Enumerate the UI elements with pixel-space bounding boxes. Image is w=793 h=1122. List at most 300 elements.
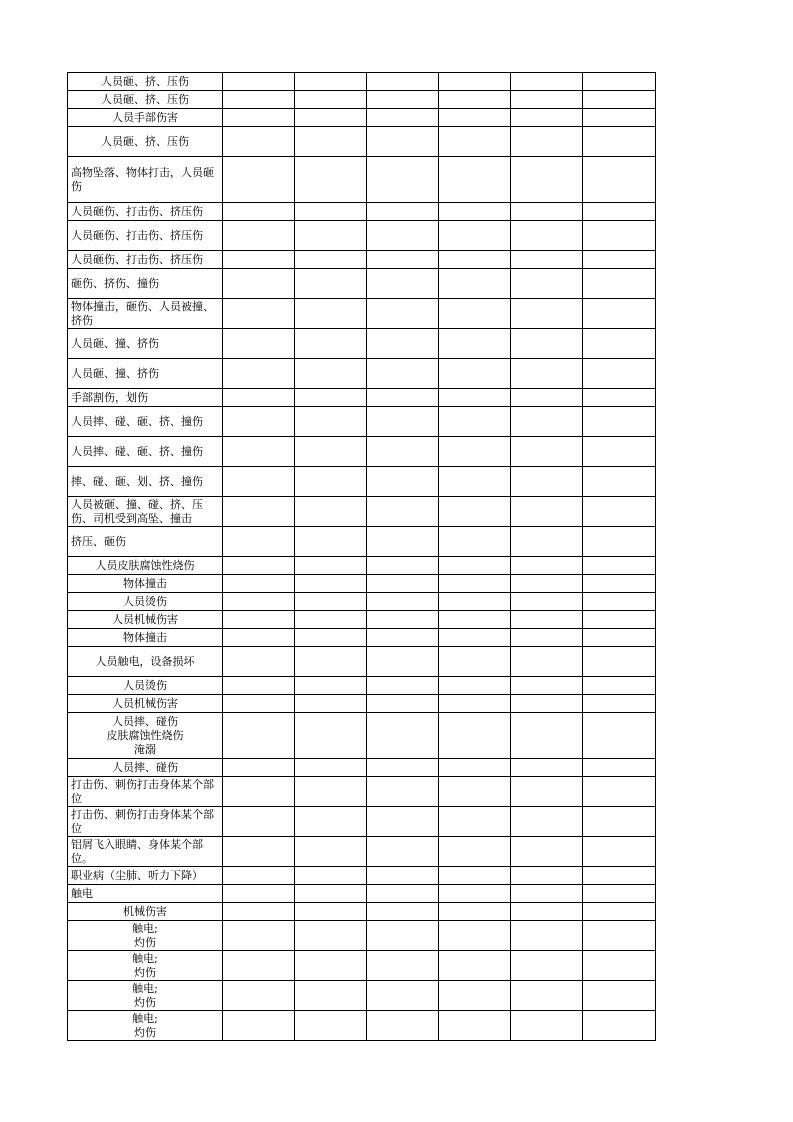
hazard-cell[interactable]: 手部割伤，划伤 [68,389,223,407]
table-row [68,1011,656,1041]
empty-cell[interactable] [367,389,439,407]
empty-cell[interactable] [511,73,583,91]
empty-cell[interactable] [583,593,656,611]
empty-cell[interactable] [367,251,439,269]
hazard-cell[interactable]: 人员砸、挤、压伤 [68,73,223,91]
empty-cell[interactable] [223,867,295,885]
empty-cell[interactable] [439,221,511,251]
hazard-cell[interactable]: 物体撞击，砸伤、人员被撞、挤伤 [68,299,223,329]
hazard-cell[interactable] [68,1011,223,1041]
empty-cell[interactable] [223,647,295,677]
empty-cell[interactable] [367,221,439,251]
empty-cell[interactable] [367,157,439,203]
empty-cell[interactable] [583,91,656,109]
empty-cell[interactable] [439,647,511,677]
empty-cell[interactable] [223,157,295,203]
empty-cell[interactable] [511,695,583,713]
empty-cell[interactable] [295,713,367,759]
empty-cell[interactable] [223,759,295,777]
empty-cell[interactable] [583,527,656,557]
empty-cell[interactable] [223,837,295,867]
empty-cell[interactable] [583,329,656,359]
empty-cell[interactable] [583,951,656,981]
empty-cell[interactable] [295,157,367,203]
hazard-cell[interactable]: 人员砸伤、打击伤、挤压伤 [68,203,223,221]
hazard-cell[interactable] [68,921,223,951]
empty-cell[interactable] [439,329,511,359]
empty-cell[interactable] [223,203,295,221]
empty-cell[interactable] [511,1011,583,1041]
empty-cell[interactable] [295,109,367,127]
empty-cell[interactable] [295,593,367,611]
empty-cell[interactable] [223,91,295,109]
empty-cell[interactable] [511,951,583,981]
hazard-line: 触电; [132,921,158,935]
empty-cell[interactable] [511,647,583,677]
empty-cell[interactable] [295,557,367,575]
table-row [68,867,656,885]
empty-cell[interactable] [223,593,295,611]
empty-cell[interactable] [511,91,583,109]
empty-cell[interactable] [367,1011,439,1041]
table-row [68,921,656,951]
empty-cell[interactable] [367,91,439,109]
empty-cell[interactable] [583,837,656,867]
hazard-cell[interactable]: 物体撞击 [68,629,223,647]
empty-cell[interactable] [583,359,656,389]
hazard-cell[interactable]: 人员手部伤害 [68,109,223,127]
empty-cell[interactable] [295,497,367,527]
empty-cell[interactable] [511,437,583,467]
empty-cell[interactable] [295,269,367,299]
empty-cell[interactable] [223,329,295,359]
empty-cell[interactable] [583,221,656,251]
empty-cell[interactable] [583,157,656,203]
empty-cell[interactable] [439,73,511,91]
empty-cell[interactable] [439,109,511,127]
empty-cell[interactable] [367,407,439,437]
empty-cell[interactable] [439,677,511,695]
empty-cell[interactable] [295,575,367,593]
empty-cell[interactable] [223,695,295,713]
empty-cell[interactable] [439,629,511,647]
empty-cell[interactable] [583,867,656,885]
empty-cell[interactable] [583,713,656,759]
empty-cell[interactable] [223,611,295,629]
table-row [68,299,656,329]
empty-cell[interactable] [367,359,439,389]
empty-cell[interactable] [295,777,367,807]
hazard-cell[interactable]: 挤压、砸伤 [68,527,223,557]
empty-cell[interactable] [439,837,511,867]
empty-cell[interactable] [223,921,295,951]
empty-cell[interactable] [439,713,511,759]
table-row [68,557,656,575]
empty-cell[interactable] [223,629,295,647]
table-row [68,593,656,611]
table-row [68,203,656,221]
empty-cell[interactable] [223,73,295,91]
empty-cell[interactable] [511,713,583,759]
empty-cell[interactable] [367,885,439,903]
empty-cell[interactable] [367,777,439,807]
empty-cell[interactable] [583,251,656,269]
hazard-cell[interactable]: 人员机械伤害 [68,695,223,713]
hazard-cell[interactable]: 人员烫伤 [68,677,223,695]
empty-cell[interactable] [367,203,439,221]
empty-cell[interactable] [223,221,295,251]
empty-cell[interactable] [583,1011,656,1041]
hazard-cell[interactable] [68,713,223,759]
empty-cell[interactable] [367,73,439,91]
empty-cell[interactable] [295,221,367,251]
table-row [68,437,656,467]
hazard-cell[interactable]: 人员砸、撞、挤伤 [68,329,223,359]
empty-cell[interactable] [223,407,295,437]
empty-cell[interactable] [439,981,511,1011]
empty-cell[interactable] [583,127,656,157]
empty-cell[interactable] [223,713,295,759]
empty-cell[interactable] [223,251,295,269]
empty-cell[interactable] [511,407,583,437]
empty-cell[interactable] [295,677,367,695]
empty-cell[interactable] [439,359,511,389]
empty-cell[interactable] [295,951,367,981]
table-row [68,73,656,91]
table-row [68,329,656,359]
empty-cell[interactable] [295,981,367,1011]
empty-cell[interactable] [583,299,656,329]
empty-cell[interactable] [367,467,439,497]
table-row [68,885,656,903]
table-row [68,777,656,807]
empty-cell[interactable] [583,629,656,647]
empty-cell[interactable] [223,807,295,837]
empty-cell[interactable] [295,759,367,777]
empty-cell[interactable] [511,269,583,299]
empty-cell[interactable] [295,73,367,91]
hazard-cell[interactable]: 高物坠落、物体打击，人员砸伤 [68,157,223,203]
empty-cell[interactable] [295,695,367,713]
empty-cell[interactable] [295,903,367,921]
hazard-cell[interactable]: 人员砸伤、打击伤、挤压伤 [68,251,223,269]
hazard-cell[interactable]: 人员被砸、撞、碰、挤、压伤、司机受到高坠、撞击 [68,497,223,527]
hazard-cell[interactable]: 触电 [68,885,223,903]
empty-cell[interactable] [295,611,367,629]
empty-cell[interactable] [439,127,511,157]
empty-cell[interactable] [367,951,439,981]
empty-cell[interactable] [295,1011,367,1041]
hazard-cell[interactable]: 人员砸、挤、压伤 [68,91,223,109]
empty-cell[interactable] [295,407,367,437]
empty-cell[interactable] [511,359,583,389]
empty-cell[interactable] [367,713,439,759]
empty-cell[interactable] [295,389,367,407]
empty-cell[interactable] [583,677,656,695]
empty-cell[interactable] [511,921,583,951]
empty-cell[interactable] [295,127,367,157]
empty-cell[interactable] [583,407,656,437]
empty-cell[interactable] [295,329,367,359]
empty-cell[interactable] [439,885,511,903]
empty-cell[interactable] [511,807,583,837]
empty-cell[interactable] [367,527,439,557]
table-row [68,467,656,497]
empty-cell[interactable] [223,269,295,299]
empty-cell[interactable] [367,837,439,867]
empty-cell[interactable] [439,557,511,575]
table-row [68,359,656,389]
empty-cell[interactable] [583,437,656,467]
empty-cell[interactable] [511,527,583,557]
empty-cell[interactable] [511,467,583,497]
empty-cell[interactable] [583,203,656,221]
hazard-line: 触电; [132,981,158,995]
empty-cell[interactable] [439,611,511,629]
empty-cell[interactable] [367,109,439,127]
empty-cell[interactable] [511,251,583,269]
empty-cell[interactable] [295,91,367,109]
empty-cell[interactable] [367,629,439,647]
empty-cell[interactable] [295,359,367,389]
empty-cell[interactable] [367,981,439,1011]
empty-cell[interactable] [367,921,439,951]
empty-cell[interactable] [223,677,295,695]
empty-cell[interactable] [511,593,583,611]
empty-cell[interactable] [295,885,367,903]
empty-cell[interactable] [511,867,583,885]
empty-cell[interactable] [439,903,511,921]
empty-cell[interactable] [223,527,295,557]
empty-cell[interactable] [583,269,656,299]
empty-cell[interactable] [295,807,367,837]
empty-cell[interactable] [295,251,367,269]
empty-cell[interactable] [511,677,583,695]
empty-cell[interactable] [511,777,583,807]
empty-cell[interactable] [295,467,367,497]
empty-cell[interactable] [583,981,656,1011]
hazard-cell[interactable]: 人员砸、撞、挤伤 [68,359,223,389]
empty-cell[interactable] [295,867,367,885]
table-row [68,91,656,109]
empty-cell[interactable] [439,407,511,437]
empty-cell[interactable] [439,593,511,611]
empty-cell[interactable] [439,807,511,837]
hazard-cell[interactable]: 摔、碰、砸、划、挤、撞伤 [68,467,223,497]
hazard-cell[interactable] [68,951,223,981]
empty-cell[interactable] [295,629,367,647]
empty-cell[interactable] [367,127,439,157]
hazard-cell[interactable]: 人员砸、挤、压伤 [68,127,223,157]
empty-cell[interactable] [511,203,583,221]
empty-cell[interactable] [439,203,511,221]
empty-cell[interactable] [223,951,295,981]
hazard-cell[interactable]: 职业病（尘肺、听力下降） [68,867,223,885]
table-row [68,629,656,647]
empty-cell[interactable] [439,695,511,713]
empty-cell[interactable] [223,467,295,497]
empty-cell[interactable] [439,467,511,497]
hazard-cell[interactable]: 打击伤、刺伤打击身体某个部位 [68,807,223,837]
empty-cell[interactable] [583,807,656,837]
empty-cell[interactable] [367,437,439,467]
empty-cell[interactable] [583,777,656,807]
empty-cell[interactable] [439,91,511,109]
empty-cell[interactable] [511,497,583,527]
empty-cell[interactable] [367,593,439,611]
empty-cell[interactable] [223,299,295,329]
hazard-cell[interactable]: 打击伤、刺伤打击身体某个部位 [68,777,223,807]
empty-cell[interactable] [367,497,439,527]
empty-cell[interactable] [511,981,583,1011]
empty-cell[interactable] [223,437,295,467]
empty-cell[interactable] [439,437,511,467]
empty-cell[interactable] [439,497,511,527]
empty-cell[interactable] [367,759,439,777]
empty-cell[interactable] [223,497,295,527]
hazard-cell[interactable]: 人员触电，设备损坏 [68,647,223,677]
empty-cell[interactable] [295,647,367,677]
empty-cell[interactable] [367,647,439,677]
table-row [68,527,656,557]
empty-cell[interactable] [511,109,583,127]
table-row [68,269,656,299]
empty-cell[interactable] [583,611,656,629]
table-row [68,807,656,837]
hazard-line: 灼伤 [134,1025,156,1039]
empty-cell[interactable] [223,575,295,593]
empty-cell[interactable] [583,885,656,903]
empty-cell[interactable] [511,837,583,867]
empty-cell[interactable] [439,269,511,299]
hazard-cell[interactable]: 人员摔、碰伤 [68,759,223,777]
empty-cell[interactable] [439,251,511,269]
hazard-cell[interactable]: 物体撞击 [68,575,223,593]
hazard-cell[interactable]: 人员烫伤 [68,593,223,611]
empty-cell[interactable] [583,695,656,713]
empty-cell[interactable] [511,389,583,407]
empty-cell[interactable] [439,951,511,981]
empty-cell[interactable] [583,575,656,593]
empty-cell[interactable] [367,611,439,629]
empty-cell[interactable] [223,885,295,903]
table-row [68,713,656,759]
hazard-line: 灼伤 [134,965,156,979]
empty-cell[interactable] [511,759,583,777]
empty-cell[interactable] [295,437,367,467]
empty-cell[interactable] [223,359,295,389]
empty-cell[interactable] [583,903,656,921]
empty-cell[interactable] [223,903,295,921]
hazard-cell[interactable]: 人员摔、碰、砸、挤、撞伤 [68,407,223,437]
empty-cell[interactable] [223,557,295,575]
empty-cell[interactable] [439,299,511,329]
empty-cell[interactable] [439,389,511,407]
table-row [68,611,656,629]
empty-cell[interactable] [511,611,583,629]
hazard-cell[interactable]: 人员砸伤、打击伤、挤压伤 [68,221,223,251]
empty-cell[interactable] [367,695,439,713]
empty-cell[interactable] [511,629,583,647]
empty-cell[interactable] [583,389,656,407]
empty-cell[interactable] [439,921,511,951]
empty-cell[interactable] [367,557,439,575]
table-row [68,837,656,867]
empty-cell[interactable] [439,1011,511,1041]
empty-cell[interactable] [511,221,583,251]
table-row [68,157,656,203]
empty-cell[interactable] [511,127,583,157]
empty-cell[interactable] [223,981,295,1011]
hazard-cell[interactable]: 砸伤、挤伤、撞伤 [68,269,223,299]
empty-cell[interactable] [583,467,656,497]
empty-cell[interactable] [511,157,583,203]
empty-cell[interactable] [367,329,439,359]
empty-cell[interactable] [511,299,583,329]
hazard-table-body [68,73,656,1041]
empty-cell[interactable] [439,777,511,807]
empty-cell[interactable] [583,109,656,127]
empty-cell[interactable] [439,759,511,777]
empty-cell[interactable] [295,203,367,221]
empty-cell[interactable] [439,867,511,885]
empty-cell[interactable] [295,299,367,329]
hazard-line: 人员摔、碰伤 [112,714,178,728]
empty-cell[interactable] [439,575,511,593]
empty-cell[interactable] [295,527,367,557]
empty-cell[interactable] [367,269,439,299]
empty-cell[interactable] [295,837,367,867]
empty-cell[interactable] [367,299,439,329]
empty-cell[interactable] [367,867,439,885]
empty-cell[interactable] [367,677,439,695]
empty-cell[interactable] [223,389,295,407]
empty-cell[interactable] [583,73,656,91]
empty-cell[interactable] [223,127,295,157]
empty-cell[interactable] [367,807,439,837]
table-row [68,647,656,677]
empty-cell[interactable] [439,527,511,557]
empty-cell[interactable] [583,647,656,677]
empty-cell[interactable] [295,921,367,951]
empty-cell[interactable] [511,575,583,593]
hazard-cell[interactable]: 人员摔、碰、砸、挤、撞伤 [68,437,223,467]
empty-cell[interactable] [583,759,656,777]
hazard-cell[interactable]: 人员皮肤腐蚀性烧伤 [68,557,223,575]
empty-cell[interactable] [583,497,656,527]
hazard-line: 灼伤 [134,995,156,1009]
hazard-line: 淹溺 [134,742,156,756]
empty-cell[interactable] [511,903,583,921]
empty-cell[interactable] [583,557,656,575]
hazard-cell[interactable]: 机械伤害 [68,903,223,921]
empty-cell[interactable] [367,575,439,593]
empty-cell[interactable] [511,885,583,903]
hazard-cell[interactable] [68,981,223,1011]
empty-cell[interactable] [223,109,295,127]
empty-cell[interactable] [439,157,511,203]
empty-cell[interactable] [223,1011,295,1041]
hazard-cell[interactable]: 铝屑飞入眼睛、身体某个部位。 [68,837,223,867]
empty-cell[interactable] [367,903,439,921]
table-row [68,759,656,777]
hazard-cell[interactable]: 人员机械伤害 [68,611,223,629]
empty-cell[interactable] [511,329,583,359]
empty-cell[interactable] [511,557,583,575]
empty-cell[interactable] [583,921,656,951]
table-row [68,677,656,695]
empty-cell[interactable] [223,777,295,807]
